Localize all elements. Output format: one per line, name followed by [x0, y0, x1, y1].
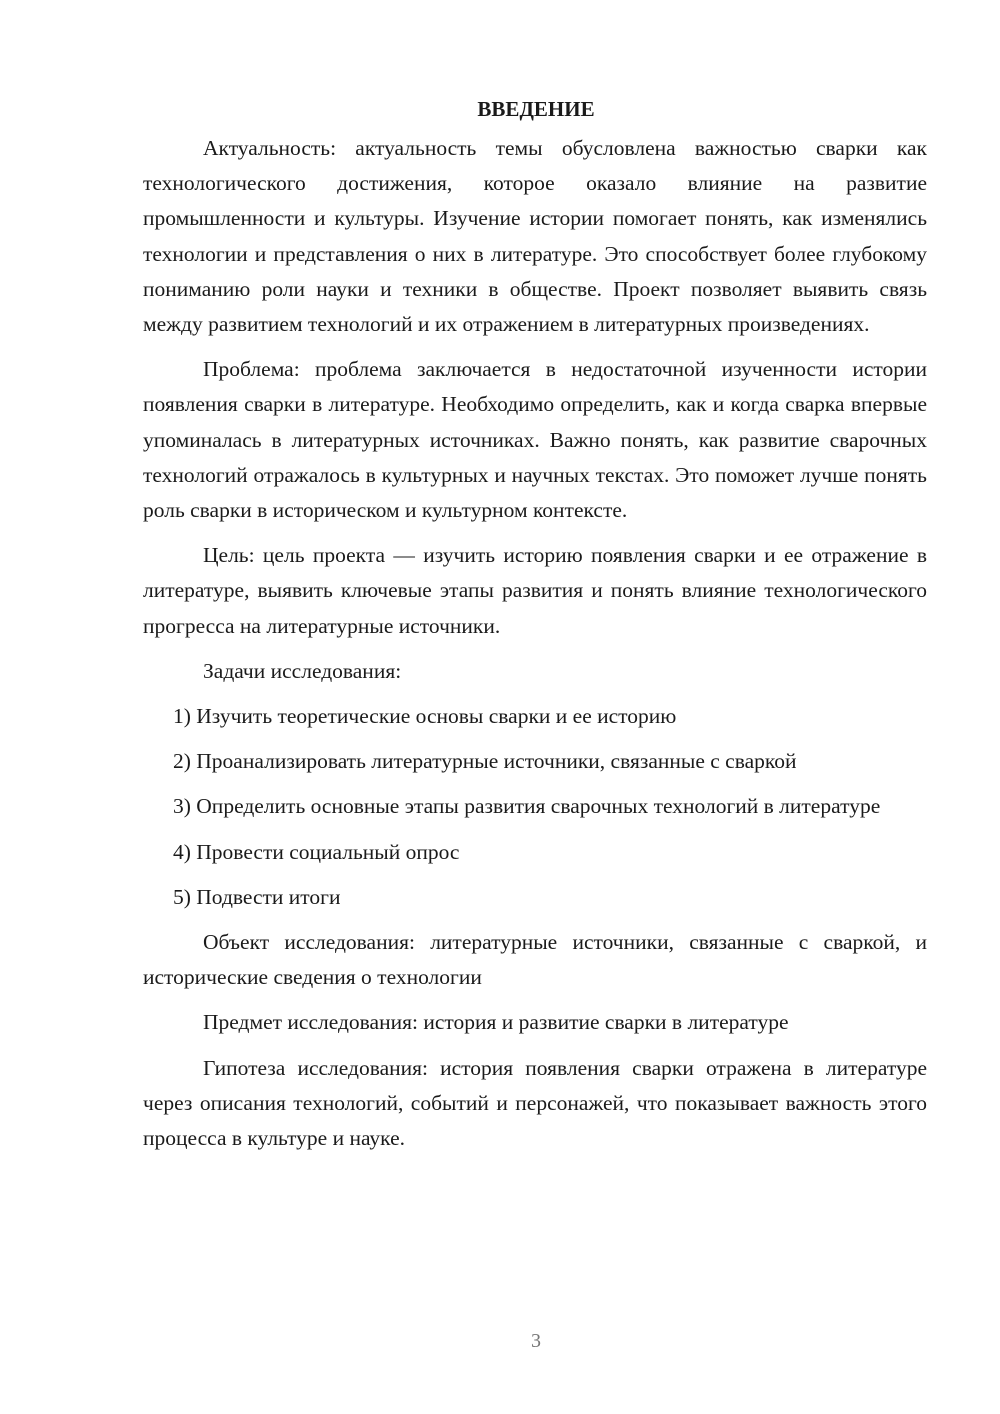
task-item-3: 3) Определить основные этапы развития сварочных технологий в литературе — [173, 794, 881, 819]
page-content — [143, 92, 927, 1166]
task-item-1: 1) Изучить теоретические основы сварки и ее историю — [173, 704, 677, 729]
task-item-2: 2) Проанализировать литературные источники, связанные с сваркой — [173, 749, 797, 774]
hypothesis-paragraph: Гипотеза исследования: история появления сварки отражена в литературе через описания технологий, событий и персонажей, что показывает важность этого процесса в культуре и науке. — [143, 1055, 927, 1151]
problem-paragraph: Проблема: проблема заключается в недостаточной изученности истории появления сварки в литературе. Необходимо определить, как и когда сварка впервые упоминалась в литературных источниках. Важно понять, как развитие сварочных технологий отражалось в культурных и научных текстах. Это поможет лучше понять роль сварки в историческом и культурном контексте. — [143, 357, 927, 523]
relevance-paragraph: Актуальность: актуальность темы обусловлена важностью сварки как технологического достижения, которое оказало влияние на развитие промышленности и культуры. Изучение истории помогает понять, как изменялись технологии и представления о них в литературе. Это способствует более глубокому пониманию роли науки и техники в обществе. Проект позволяет выявить связь между развитием технологий и их отражением в литературных произведениях. — [143, 136, 927, 337]
tasks-heading: Задачи исследования: — [203, 658, 402, 683]
task-item-5: 5) Подвести итоги — [173, 884, 341, 909]
subject-paragraph: Предмет исследования: история и развитие сварки в литературе — [203, 1010, 789, 1035]
section-title: ВВЕДЕНИЕ — [477, 97, 595, 121]
task-item-4: 4) Провести социальный опрос — [173, 839, 460, 864]
object-paragraph: Объект исследования: литературные источники, связанные с сваркой, и исторические сведения о технологии — [143, 930, 927, 990]
page-number: 3 — [531, 1330, 541, 1352]
goal-paragraph: Цель: цель проекта — изучить историю появления сварки и ее отражение в литературе, выявить ключевые этапы развития и понять влияние технологического прогресса на литературные источники. — [143, 543, 927, 638]
